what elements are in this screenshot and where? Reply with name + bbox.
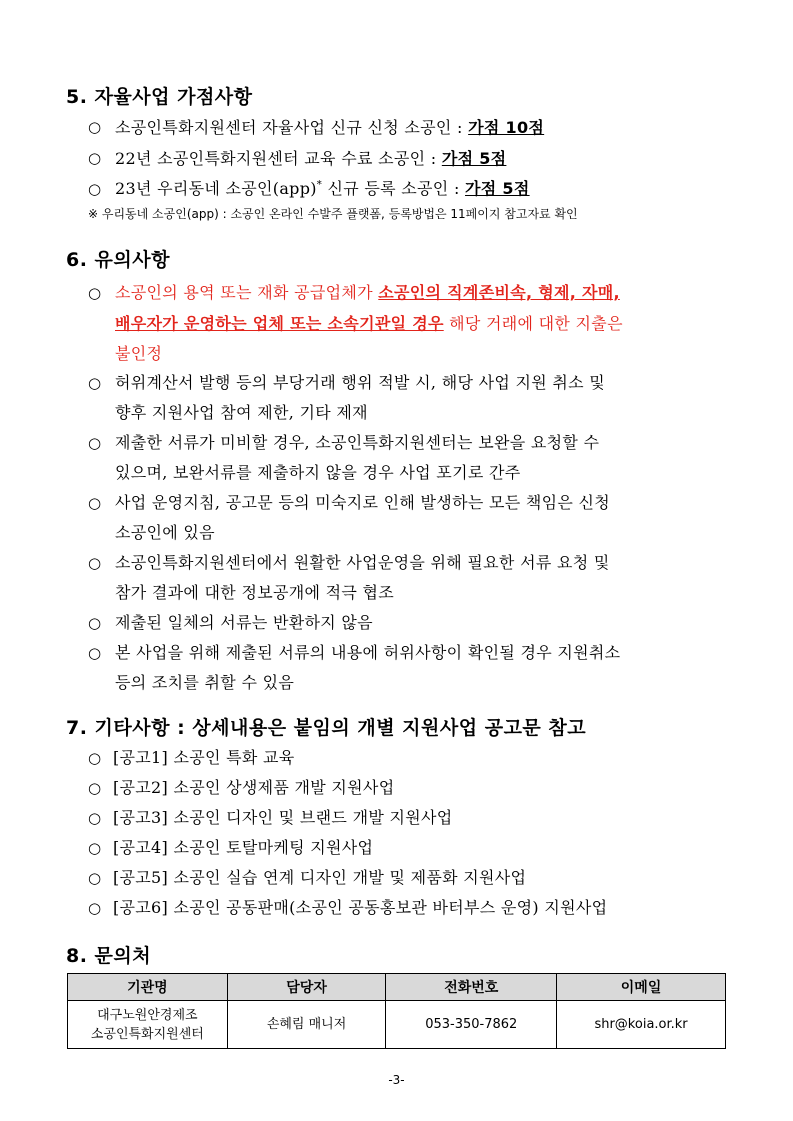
notice-item-6-line-2: 등의 조치를 취할 수 있음 (115, 673, 295, 692)
bullet: ○ (88, 779, 102, 797)
bonus-points: 가점 5점 (441, 149, 507, 168)
bullet: ○ (88, 839, 102, 857)
notice-list-item-1: [공고1] 소공인 특화 교육 (113, 748, 295, 767)
notice-item-5-line-1: 제출된 일체의 서류는 반환하지 않음 (115, 613, 373, 632)
notice-item-3-line-2: 소공인에 있음 (115, 523, 215, 542)
section-5-item-1: 소공인특화지원센터 자율사업 신규 신청 소공인 : 가점 10점 (115, 118, 545, 137)
notice-item-2-line-2: 있으며, 보완서류를 제출하지 않을 경우 사업 포기로 간주 (115, 463, 521, 482)
section-8-title: 8. 문의처 (66, 945, 152, 967)
header-email: 이메일 (557, 974, 726, 1001)
notice-item-4-line-1: 소공인특화지원센터에서 원활한 사업운영을 위해 필요한 서류 요청 및 (115, 553, 610, 572)
warning-line-1: 소공인의 용역 또는 재화 공급업체가 소공인의 직계존비속, 형제, 자매, (115, 283, 620, 302)
bullet: ○ (88, 118, 102, 136)
bonus-points: 가점 10점 (468, 118, 545, 137)
bullet: ○ (88, 644, 102, 662)
header-phone: 전화번호 (386, 974, 557, 1001)
header-org: 기관명 (68, 974, 228, 1001)
notice-list-item-3: [공고3] 소공인 디자인 및 브랜드 개발 지원사업 (113, 808, 453, 827)
table-row (68, 1001, 726, 1049)
cell-phone: 053-350-7862 (386, 1001, 557, 1049)
bullet: ○ (88, 809, 102, 827)
bullet: ○ (88, 899, 102, 917)
cell-org: 대구노원안경제조 소공인특화지원센터 (68, 1001, 228, 1049)
notice-item-2-line-1: 제출한 서류가 미비할 경우, 소공인특화지원센터는 보완을 요청할 수 (115, 433, 600, 452)
bullet: ○ (88, 149, 102, 167)
section-5-item-3: 23년 우리동네 소공인(app)* 신규 등록 소공인 : 가점 5점 (115, 179, 530, 198)
warning-line-2: 배우자가 운영하는 업체 또는 소속기관일 경우 해당 거래에 대한 지출은 (115, 314, 623, 333)
bullet: ○ (88, 434, 102, 452)
warning-line-3: 불인정 (115, 344, 163, 363)
notice-list-item-6: [공고6] 소공인 공동판매(소공인 공동홍보관 바터부스 운영) 지원사업 (113, 898, 608, 917)
bullet: ○ (88, 180, 102, 198)
section-7-title: 7. 기타사항 : 상세내용은 붙임의 개별 지원사업 공고문 참고 (66, 717, 587, 739)
bullet: ○ (88, 614, 102, 632)
notice-list-item-5: [공고5] 소공인 실습 연계 디자인 개발 및 제품화 지원사업 (113, 868, 527, 887)
section-5-item-2: 22년 소공인특화지원센터 교육 수료 소공인 : 가점 5점 (115, 149, 507, 168)
bullet: ○ (88, 869, 102, 887)
header-manager: 담당자 (227, 974, 386, 1001)
section-5-note: ※ 우리동네 소공인(app) : 소공인 온라인 수발주 플랫폼, 등록방법은 11페이지 참고자료 확인 (88, 207, 578, 221)
table-header-row (68, 974, 726, 1001)
bullet: ○ (88, 374, 102, 392)
bullet: ○ (88, 284, 102, 302)
cell-email[interactable]: shr@koia.or.kr (557, 1001, 726, 1049)
notice-list-item-4: [공고4] 소공인 토탈마케팅 지원사업 (113, 838, 374, 857)
notice-item-1-line-2: 향후 지원사업 참여 제한, 기타 제재 (115, 403, 368, 422)
notice-item-1-line-1: 허위계산서 발행 등의 부당거래 행위 적발 시, 해당 사업 지원 취소 및 (115, 373, 606, 392)
notice-item-4-line-2: 참가 결과에 대한 정보공개에 적극 협조 (115, 583, 395, 602)
bullet: ○ (88, 554, 102, 572)
page-number: -3- (388, 1073, 405, 1087)
notice-item-6-line-1: 본 사업을 위해 제출된 서류의 내용에 허위사항이 확인될 경우 지원취소 (115, 643, 621, 662)
notice-item-3-line-1: 사업 운영지침, 공고문 등의 미숙지로 인해 발생하는 모든 책임은 신청 (115, 493, 611, 512)
bullet: ○ (88, 749, 102, 767)
bonus-points: 가점 5점 (465, 179, 530, 198)
section-6-title: 6. 유의사항 (66, 249, 170, 271)
notice-list-item-2: [공고2] 소공인 상생제품 개발 지원사업 (113, 778, 395, 797)
bullet: ○ (88, 494, 102, 512)
contact-table (67, 973, 726, 1049)
section-5-title: 5. 자율사업 가점사항 (66, 86, 253, 108)
cell-manager: 손혜림 매니저 (227, 1001, 386, 1049)
